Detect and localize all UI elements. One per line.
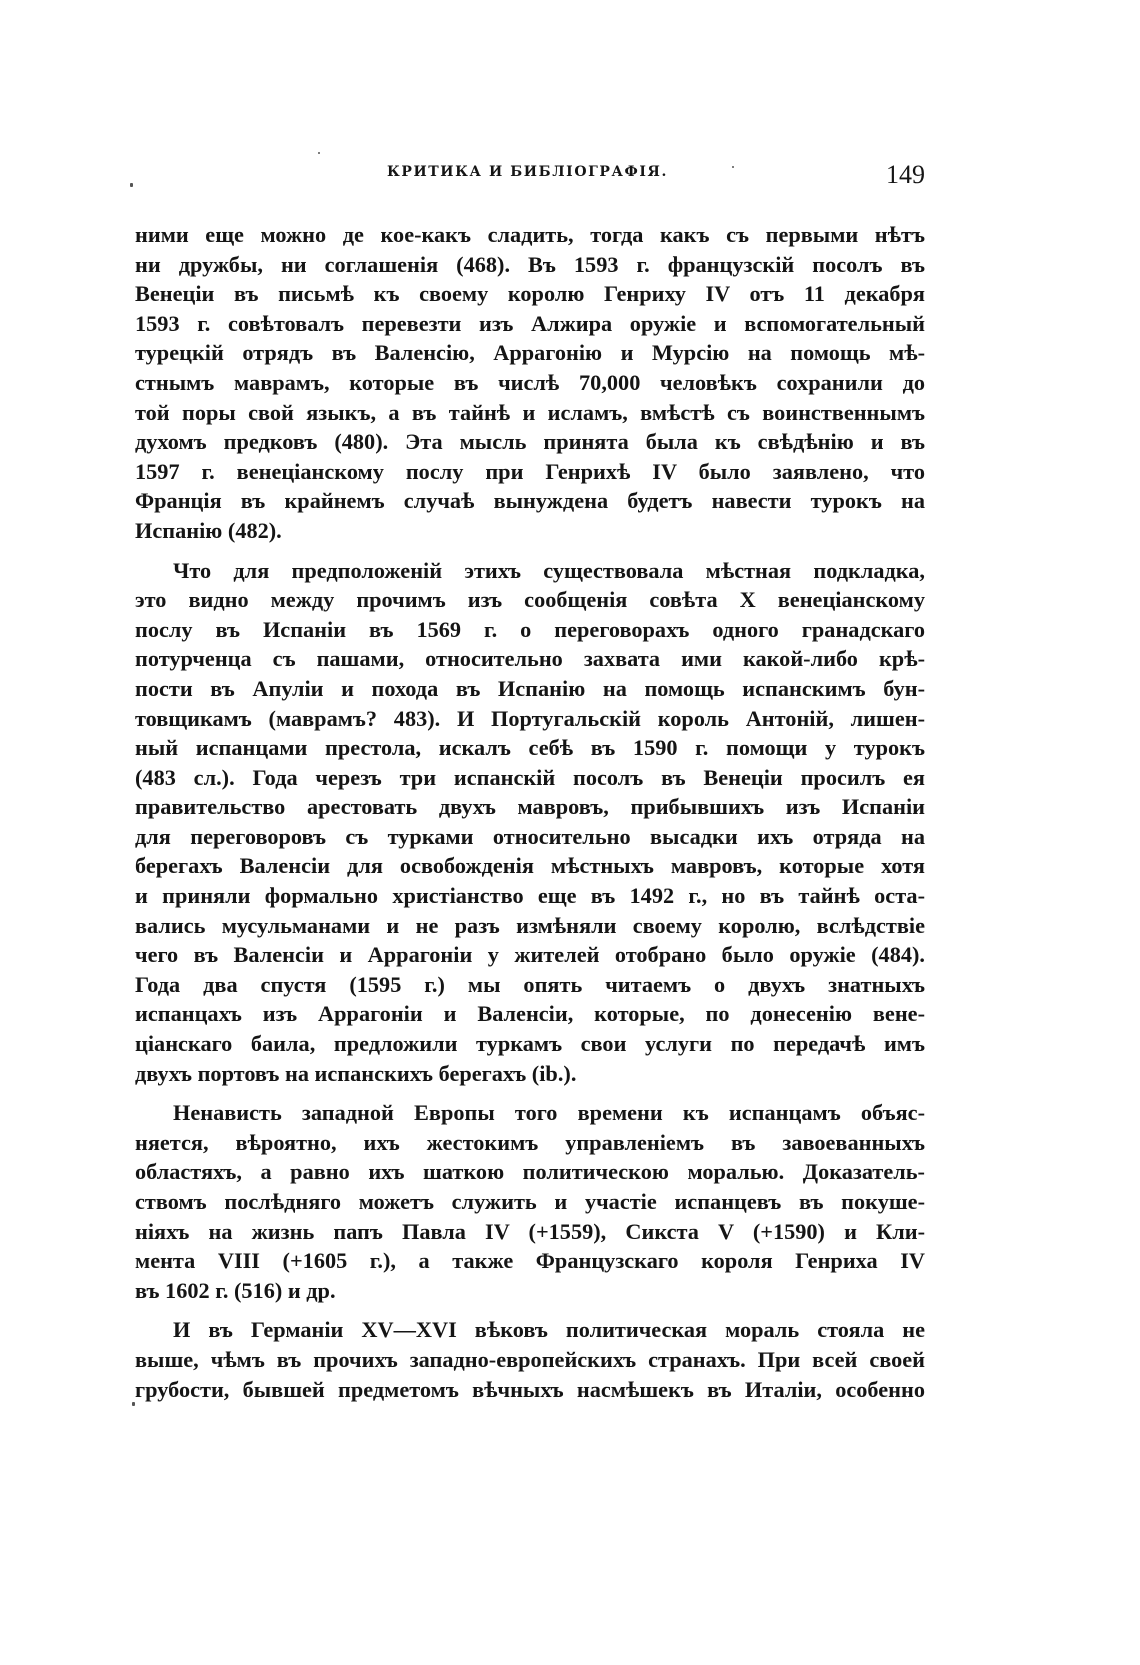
text-line: ніяхъ на жизнь папъ Павла IV (+1559), Сикста V (+1590) и Кли- (135, 1218, 925, 1244)
text-line: Венеціи въ письмѣ къ своему королю Генриху IV отъ 11 декабря (135, 281, 925, 307)
paragraph-gap (135, 1305, 925, 1315)
scan-speck (318, 152, 320, 154)
scan-speck (732, 166, 734, 168)
text-line: ни дружбы, ни соглашенія (468). Въ 1593 г. французскій посолъ въ (135, 251, 925, 277)
text-line: Франція въ крайнемъ случаѣ вынуждена будетъ навести турокъ на (135, 488, 925, 514)
text-line: 1597 г. венеціанскому послу при Генрихѣ IV было заявлено, что (135, 458, 925, 484)
page-body (135, 220, 925, 1404)
text-line: Года два спустя (1595 г.) мы опять читаемъ о двухъ знатныхъ (135, 971, 925, 997)
text-line: И въ Германіи XV—XVI вѣковъ политическая мораль стояла не (173, 1317, 925, 1343)
text-line: правительство арестовать двухъ мавровъ, прибывшихъ изъ Испаніи (135, 794, 925, 820)
page-number: 149 (886, 160, 925, 189)
text-line: няется, вѣроятно, ихъ жестокимъ управленіемъ въ завоеванныхъ (135, 1129, 925, 1155)
text-line: 1593 г. совѣтовалъ перевезти изъ Алжира оружіе и вспомогательный (135, 310, 925, 336)
text-line: областяхъ, а равно ихъ шаткою политическою моралью. Доказатель- (135, 1159, 925, 1185)
text-line: потурченца съ пашами, относительно захвата ими какой-либо крѣ- (135, 646, 925, 672)
text-line: ный испанцами престола, искалъ себѣ въ 1590 г. помощи у турокъ (135, 735, 925, 761)
text-line: берегахъ Валенсіи для освобожденія мѣстныхъ мавровъ, которые хотя (135, 853, 925, 879)
running-title: КРИТИКА И БИБЛІОГРАФІЯ. (387, 164, 668, 180)
text-line: двухъ портовъ на испанскихъ берегахъ (ib.). (135, 1060, 577, 1086)
paragraph (135, 1315, 925, 1404)
text-line: грубости, бывшей предметомъ вѣчныхъ насмѣшекъ въ Италіи, особенно (135, 1376, 925, 1402)
text-line: и приняли формально христіанство еще въ 1492 г., но въ тайнѣ оста- (135, 883, 925, 909)
text-line: вались мусульманами и не разъ измѣняли своему королю, вслѣдствіе (135, 912, 925, 938)
paragraph-gap (135, 1088, 925, 1098)
text-line: ствомъ послѣдняго можетъ служить и участіе испанцевъ въ покуше- (135, 1189, 925, 1214)
text-line: ними еще можно де кое-какъ сладить, тогда какъ съ первыми нѣтъ (135, 222, 925, 247)
paragraph-gap (135, 546, 925, 556)
scan-speck (132, 1402, 135, 1406)
text-line: испанцахъ изъ Аррагоніи и Валенсіи, которые, по донесенію вене- (135, 1001, 925, 1027)
text-line: Испанію (482). (135, 517, 282, 543)
text-line: чего въ Валенсіи и Аррагоніи у жителей отобрано было оружіе (484). (135, 942, 925, 968)
scan-speck (130, 183, 133, 187)
page-header (130, 160, 925, 188)
text-line: пости въ Апуліи и похода въ Испанію на помощь испанскимъ бун- (135, 675, 925, 701)
text-line: товщикамъ (маврамъ? 483). И Португальскій король Антоній, лишен- (135, 705, 925, 731)
text-line: (483 сл.). Года черезъ три испанскій посолъ въ Венеціи просилъ ея (135, 764, 925, 790)
text-line: духомъ предковъ (480). Эта мысль принята была къ свѣдѣнію и въ (135, 429, 925, 455)
text-line: мента VIII (+1605 г.), а также Французскаго короля Генриха IV (135, 1248, 925, 1274)
text-line: это видно между прочимъ изъ сообщенія совѣта X венеціанскому (135, 587, 925, 613)
paragraph (135, 556, 925, 1089)
text-line: Что для предположеній этихъ существовала мѣстная подкладка, (173, 557, 925, 583)
text-line: выше, чѣмъ въ прочихъ западно-европейскихъ странахъ. При всей своей (135, 1346, 925, 1372)
text-line: Ненависть западной Европы того времени къ испанцамъ объяс- (173, 1100, 925, 1126)
paragraph (135, 1098, 925, 1305)
text-line: турецкій отрядъ въ Валенсію, Аррагонію и Мурсію на помощь мѣ- (135, 340, 925, 366)
text-line: послу въ Испаніи въ 1569 г. о переговорахъ одного гранадскаго (135, 616, 925, 642)
text-line: ціанскаго баила, предложили туркамъ свои услуги по передачѣ имъ (135, 1031, 925, 1057)
text-line: той поры свой языкъ, а въ тайнѣ и исламъ, вмѣстѣ съ воинственнымъ (135, 399, 925, 425)
paragraph (135, 220, 925, 546)
text-line: въ 1602 г. (516) и др. (135, 1277, 336, 1303)
text-line: для переговоровъ съ турками относительно высадки ихъ отряда на (135, 823, 925, 849)
text-line: стнымъ маврамъ, которые въ числѣ 70,000 человѣкъ сохранили до (135, 369, 925, 395)
